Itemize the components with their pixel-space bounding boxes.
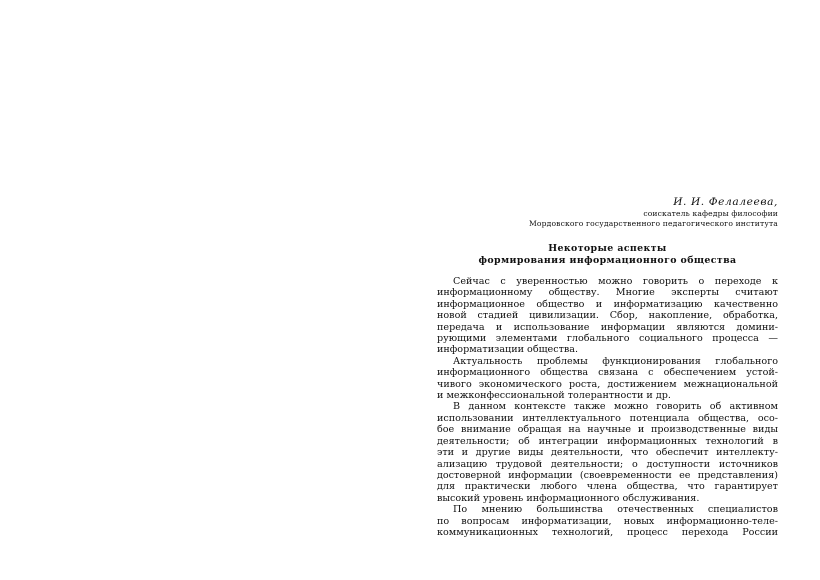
text-line: деятельности; об интеграции информационных технологий в xyxy=(437,435,778,447)
text-line: бое внимание обращая на научные и производственные виды xyxy=(437,424,778,436)
article-column xyxy=(437,196,778,538)
paragraph xyxy=(437,504,778,538)
text-line: По мнению большинства отечественных специалистов xyxy=(453,504,778,516)
paragraph xyxy=(437,401,778,504)
text-line: передача и использование информации являются домини- xyxy=(437,321,778,333)
text-line: Актуальность проблемы функционирования глобального xyxy=(453,355,778,367)
article-body xyxy=(437,276,778,538)
text-line: информатизации общества. xyxy=(437,344,579,356)
author-block xyxy=(437,196,778,229)
text-line: эти и другие виды деятельности, что обеспечит интеллекту- xyxy=(437,447,778,459)
text-line: коммуникационных технологий, процесс перехода России xyxy=(437,526,778,538)
title-line-1: Некоторые аспекты xyxy=(548,243,667,254)
text-line: использовании интеллектуального потенциала общества, осо- xyxy=(437,412,778,424)
text-line: Сейчас с уверенностью можно говорить о переходе к xyxy=(453,276,778,287)
text-line: новой стадией цивилизации. Сбор, накопление, обработка, xyxy=(437,310,778,322)
text-line: информационное общество и информатизацию качественно xyxy=(437,298,778,310)
text-line: высокий уровень информационного обслуживания. xyxy=(437,492,700,504)
title-line-2: формирования информационного общества xyxy=(478,254,737,266)
paragraph xyxy=(437,356,778,402)
text-line: ализацию трудовой деятельности; о доступности источников xyxy=(437,458,778,470)
article-title xyxy=(437,243,778,266)
text-line: для практически любого члена общества, что гарантирует xyxy=(437,481,778,493)
text-line: и межконфессиональной толерантности и др. xyxy=(437,390,671,402)
author-institution: Мордовского государственного педагогического института xyxy=(528,219,778,228)
text-line: достоверной информации (своевременности ее представления) xyxy=(437,469,778,481)
author-position: соискатель кафедры философии xyxy=(643,209,778,218)
text-line: информационному обществу. Многие эксперты считают xyxy=(437,287,778,299)
text-line: В данном контексте также можно говорить об активном xyxy=(453,401,778,413)
author-name: И. И. Фелалеева, xyxy=(673,196,778,208)
text-line: информационного общества связана с обеспечением устой- xyxy=(437,367,778,379)
text-line: чивого экономического роста, достижением межнациональной xyxy=(437,378,778,390)
text-line: рующими элементами глобального социального процесса — xyxy=(437,333,778,345)
paragraph xyxy=(437,276,778,356)
text-line: по вопросам информатизации, новых информационно-теле- xyxy=(437,515,778,527)
